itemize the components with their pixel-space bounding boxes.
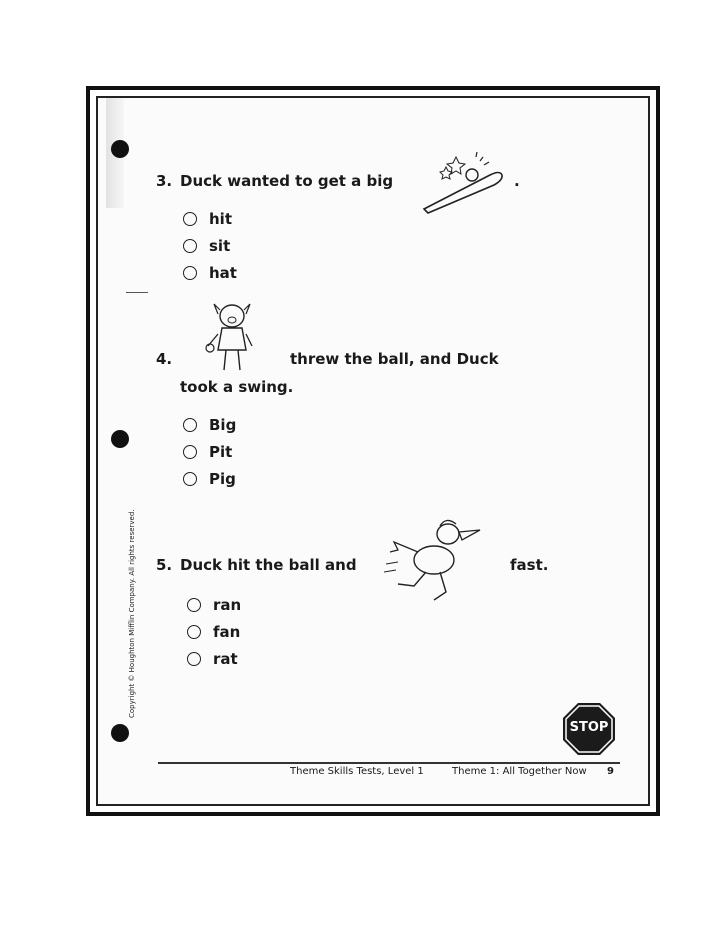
question-5-text: Duck hit the ball and xyxy=(180,556,357,574)
question-5-text-end: fast. xyxy=(510,556,549,574)
q4-option-big[interactable] xyxy=(183,416,236,434)
q5-option-ran[interactable] xyxy=(187,596,241,614)
copyright-notice: Copyright © Houghton Mifflin Company. All rights reserved. xyxy=(128,509,136,718)
answer-bubble[interactable] xyxy=(183,266,197,280)
answer-bubble[interactable] xyxy=(183,418,197,432)
scan-mark xyxy=(126,292,148,293)
pig-icon xyxy=(202,300,262,375)
option-label: rat xyxy=(213,650,238,668)
option-label: ran xyxy=(213,596,242,614)
question-4-text-line2: took a swing. xyxy=(180,378,294,396)
answer-bubble[interactable] xyxy=(187,598,201,612)
footer-rule xyxy=(158,762,620,764)
question-3-text: Duck wanted to get a big xyxy=(180,172,394,190)
question-3-period: . xyxy=(514,172,520,190)
q5-option-fan[interactable] xyxy=(187,623,240,641)
question-3-number: 3. xyxy=(156,172,173,190)
q3-option-hit[interactable] xyxy=(183,210,232,228)
option-label: sit xyxy=(209,237,231,255)
question-5-number: 5. xyxy=(156,556,173,574)
option-label: Pig xyxy=(209,470,236,488)
q3-option-sit[interactable] xyxy=(183,237,230,255)
answer-bubble[interactable] xyxy=(183,239,197,253)
duck-running-icon xyxy=(384,512,488,604)
q5-option-rat[interactable] xyxy=(187,650,238,668)
footer-theme: Theme 1: All Together Now xyxy=(452,766,587,777)
q4-option-pig[interactable] xyxy=(183,470,236,488)
answer-bubble[interactable] xyxy=(187,625,201,639)
option-label: Pit xyxy=(209,443,233,461)
q3-option-hat[interactable] xyxy=(183,264,237,282)
stop-label: STOP xyxy=(569,720,609,735)
option-label: fan xyxy=(213,623,241,641)
option-label: Big xyxy=(209,416,237,434)
answer-bubble[interactable] xyxy=(183,445,197,459)
option-label: hat xyxy=(209,264,237,282)
question-4-text: threw the ball, and Duck xyxy=(290,350,499,368)
binder-hole-top xyxy=(111,140,129,158)
footer-page-number: 9 xyxy=(607,766,614,777)
answer-bubble[interactable] xyxy=(187,652,201,666)
answer-bubble[interactable] xyxy=(183,212,197,226)
binder-hole-middle xyxy=(111,430,129,448)
option-label: hit xyxy=(209,210,232,228)
binder-hole-bottom xyxy=(111,724,129,742)
question-4-number: 4. xyxy=(156,350,173,368)
worksheet xyxy=(96,96,650,806)
footer-test-name: Theme Skills Tests, Level 1 xyxy=(290,766,424,777)
bat-icon xyxy=(420,145,510,215)
answer-bubble[interactable] xyxy=(183,472,197,486)
q4-option-pit[interactable] xyxy=(183,443,232,461)
